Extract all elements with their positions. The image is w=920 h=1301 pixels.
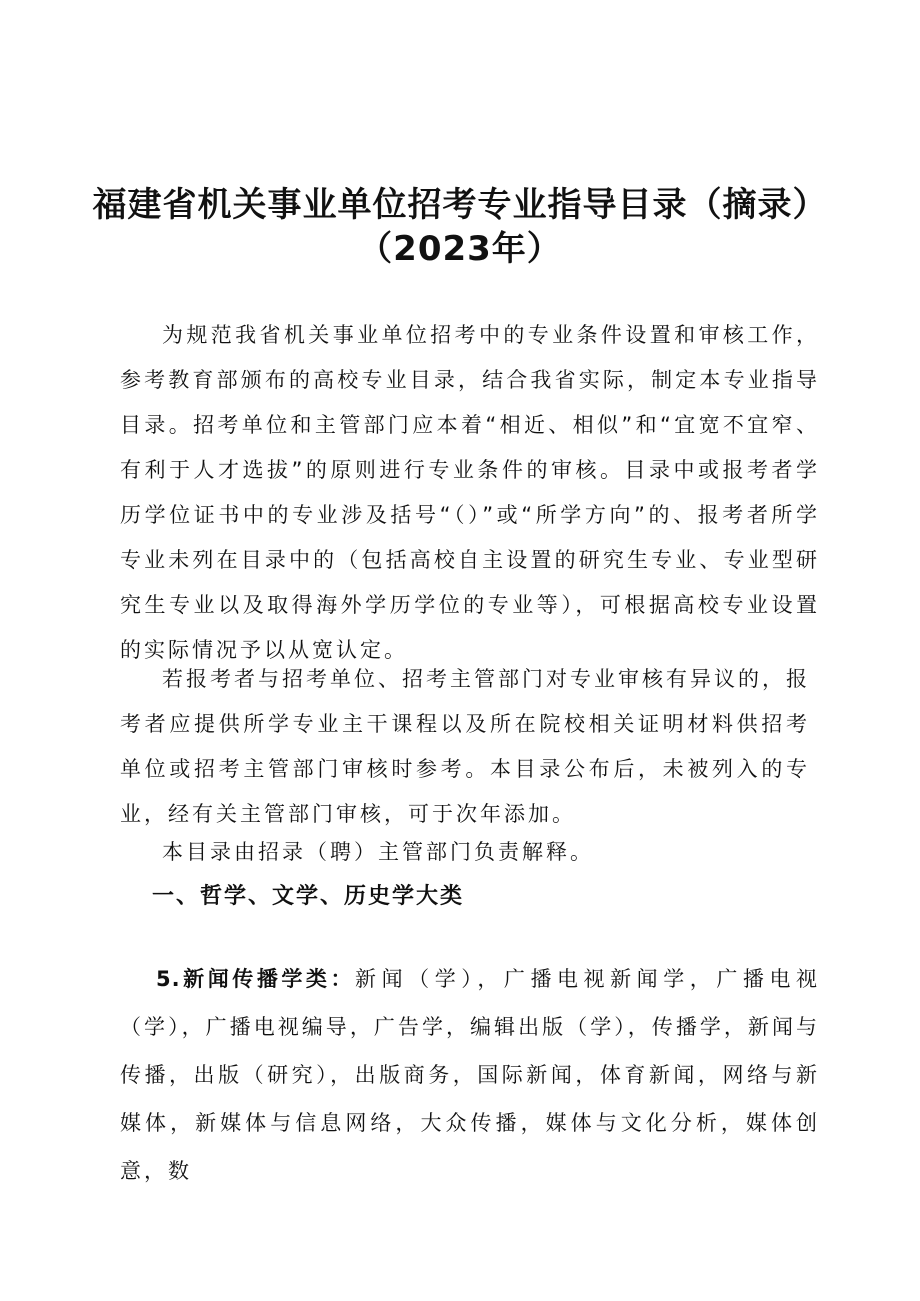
category-paragraph <box>120 955 820 1195</box>
category-content: 新闻（学），广播电视新闻学，广播电视（学），广播电视编导，广告学，编辑出版（学），传播学，新闻与传播，出版（研究），出版商务，国际新闻，体育新闻，网络与新媒体，新媒体与信息网络，大众传播，媒体与文化分析，媒体创意，数 <box>120 967 821 1183</box>
category-label: 5.新闻传播学类： <box>156 967 356 991</box>
intro-paragraph: 为规范我省机关事业单位招考中的专业条件设置和审核工作，参考教育部颁布的高校专业目录，结合我省实际，制定本专业指导目录。招考单位和主管部门应本着“相近、相似”和“宜宽不宜窄、有利于人才选拔”的原则进行专业条件的审核。目录中或报考者学历学位证书中的专业涉及括号“（）”或“所学方向”的、报考者所学专业未列在目录中的（包括高校自主设置的研究生专业、专业型研究生专业以及取得海外学历学位的专业等），可根据高校专业设置的实际情况予以从宽认定。 <box>120 323 820 662</box>
section-heading: 一、哲学、文学、历史学大类 <box>152 884 465 909</box>
objection-paragraph: 若报考者与招考单位、招考主管部门对专业审核有异议的，报考者应提供所学专业主干课程以及所在院校相关证明材料供招考单位或招考主管部门审核时参考。本目录公布后，未被列入的专业，经有关主管部门审核，可于次年添加。 <box>120 667 810 826</box>
document-title: 福建省机关事业单位招考专业指导目录（摘录） <box>92 185 828 225</box>
document-year: （2023年） <box>358 229 562 269</box>
interpretation-paragraph: 本目录由招录（聘）主管部门负责解释。 <box>162 840 594 864</box>
